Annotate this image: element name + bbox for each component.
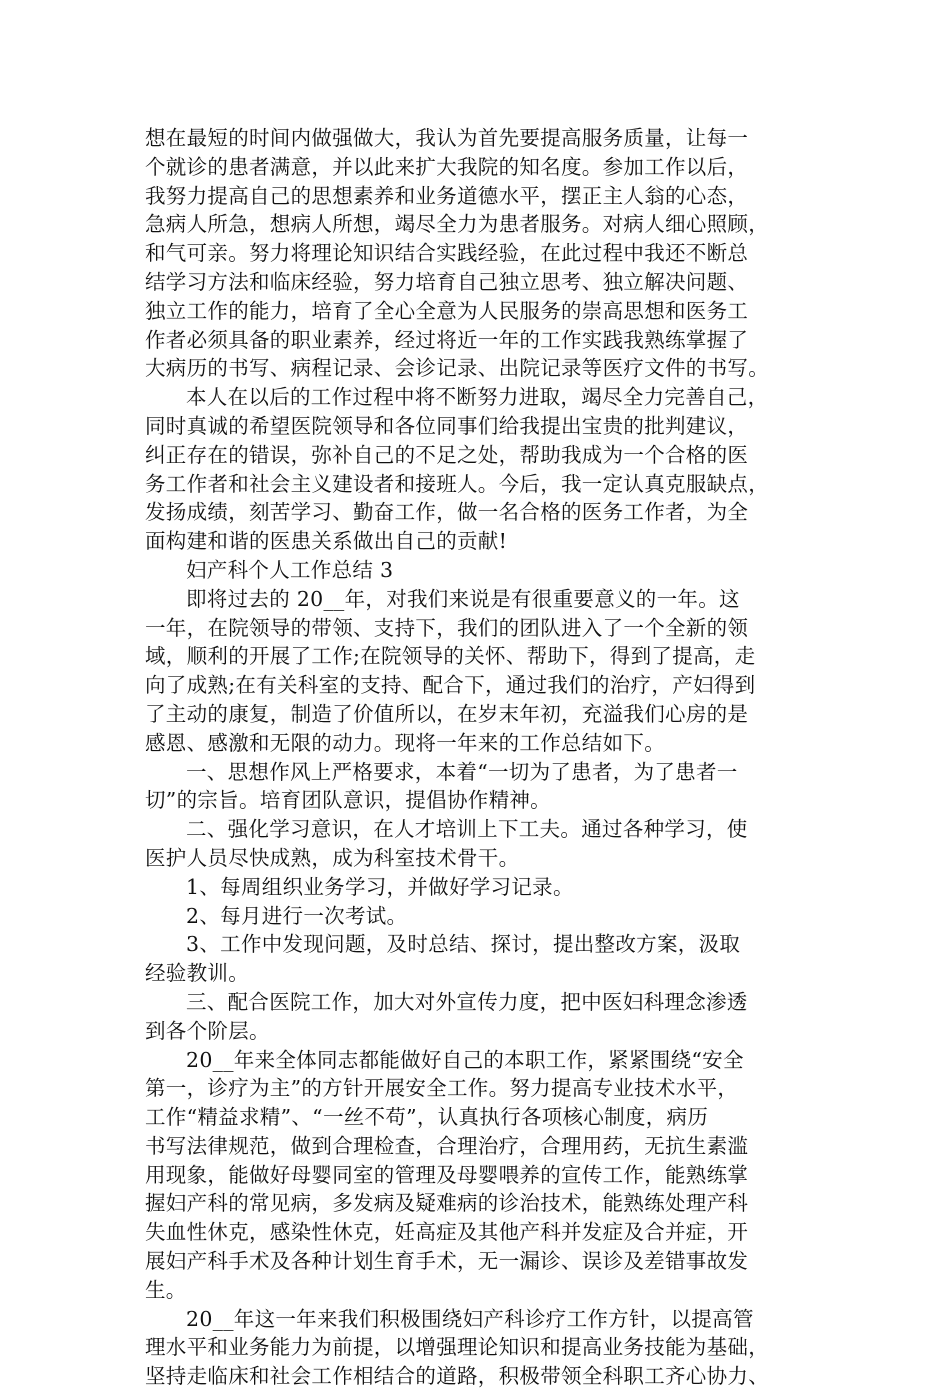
text-line: 20__年来全体同志都能做好自己的本职工作，紧紧围绕“安全: [186, 1047, 744, 1072]
text-line: 工作“精益求精”、“一丝不苟”，认真执行各项核心制度，病历: [145, 1105, 709, 1130]
text-line: 同时真诚的希望医院领导和各位同事们给我提出宝贵的批判建议，: [145, 413, 749, 438]
text-line: 经验教训。: [145, 961, 249, 986]
text-line: 向了成熟;在有关科室的支持、配合下，通过我们的治疗，产妇得到: [145, 673, 756, 698]
text-line: 二、强化学习意识，在人才培训上下工夫。通过各种学习，使: [186, 817, 748, 842]
text-line: 医护人员尽快成熟，成为科室技术骨干。: [145, 845, 520, 870]
text-line: 坚持走临床和社会工作相结合的道路，积极带领全科职工齐心协力、: [145, 1364, 769, 1389]
text-line: 本人在以后的工作过程中将不断努力进取，竭尽全力完善自己，: [186, 385, 769, 410]
text-line: 妇产科个人工作总结 3: [186, 557, 394, 582]
text-line: 握妇产科的常见病，多发病及疑难病的诊治技术，能熟练处理产科: [145, 1191, 749, 1216]
text-line: 20__年这一年来我们积极围绕妇产科诊疗工作方针，以提高管: [186, 1306, 754, 1331]
text-line: 和气可亲。努力将理论知识结合实践经验，在此过程中我还不断总: [145, 241, 749, 266]
text-line: 第一，诊疗为主”的方针开展安全工作。努力提高专业技术水平，: [145, 1076, 739, 1101]
text-line: 域，顺利的开展了工作;在院领导的关怀、帮助下，得到了提高，走: [145, 644, 756, 669]
text-line: 了主动的康复，制造了价值所以，在岁末年初，充溢我们心房的是: [145, 701, 749, 726]
text-line: 三、配合医院工作，加大对外宣传力度，把中医妇科理念渗透: [186, 989, 748, 1014]
text-line: 感恩、感激和无限的动力。现将一年来的工作总结如下。: [145, 730, 665, 755]
text-line: 失血性休克，感染性休克，妊高症及其他产科并发症及合并症，开: [145, 1220, 749, 1245]
text-line: 到各个阶层。: [145, 1018, 270, 1043]
text-line: 我努力提高自己的思想素养和业务道德水平，摆正主人翁的心态，: [145, 183, 749, 208]
text-line: 理水平和业务能力为前提，以增强理论知识和提高业务技能为基础，: [145, 1335, 769, 1360]
text-line: 急病人所急，想病人所想，竭尽全力为患者服务。对病人细心照顾，: [145, 212, 769, 237]
text-line: 展妇产科手术及各种计划生育手术，无一漏诊、误诊及差错事故发: [145, 1249, 749, 1274]
text-line: 切”的宗旨。培育团队意识，提倡协作精神。: [145, 788, 551, 813]
text-line: 结学习方法和临床经验，努力培育自己独立思考、独立解决问题、: [145, 269, 749, 294]
text-line: 个就诊的患者满意，并以此来扩大我院的知名度。参加工作以后，: [145, 154, 749, 179]
text-line: 想在最短的时间内做强做大，我认为首先要提高服务质量，让每一: [145, 126, 749, 150]
text-line: 1、每周组织业务学习，并做好学习记录。: [186, 874, 574, 899]
text-line: 生。: [145, 1277, 187, 1302]
text-line: 务工作者和社会主义建设者和接班人。今后，我一定认真克服缺点，: [145, 471, 769, 496]
text-line: 一年，在院领导的带领、支持下，我们的团队进入了一个全新的领: [145, 615, 749, 640]
text-line: 书写法律规范，做到合理检查，合理治疗，合理用药，无抗生素滥: [145, 1133, 749, 1158]
text-line: 发扬成绩，刻苦学习、勤奋工作，做一名合格的医务工作者，为全: [145, 500, 749, 525]
text-line: 纠正存在的错误，弥补自己的不足之处，帮助我成为一个合格的医: [145, 442, 749, 467]
text-line: 一、思想作风上严格要求，本着“一切为了患者，为了患者一: [186, 759, 738, 784]
text-line: 大病历的书写、病程记录、会诊记录、出院记录等医疗文件的书写。: [145, 356, 769, 381]
text-line: 面构建和谐的医患关系做出自己的贡献!: [145, 529, 508, 554]
document-page: [145, 124, 813, 1391]
text-line: 2、每月进行一次考试。: [186, 903, 408, 928]
text-line: 3、工作中发现问题，及时总结、探讨，提出整改方案，汲取: [186, 932, 741, 957]
text-line: 独立工作的能力，培育了全心全意为人民服务的崇高思想和医务工: [145, 298, 749, 323]
text-line: 即将过去的 20__年，对我们来说是有很重要意义的一年。这: [186, 586, 740, 611]
text-line: 用现象，能做好母婴同室的管理及母婴喂养的宣传工作，能熟练掌: [145, 1162, 749, 1187]
text-line: 作者必须具备的职业素养，经过将近一年的工作实践我熟练掌握了: [145, 327, 749, 352]
